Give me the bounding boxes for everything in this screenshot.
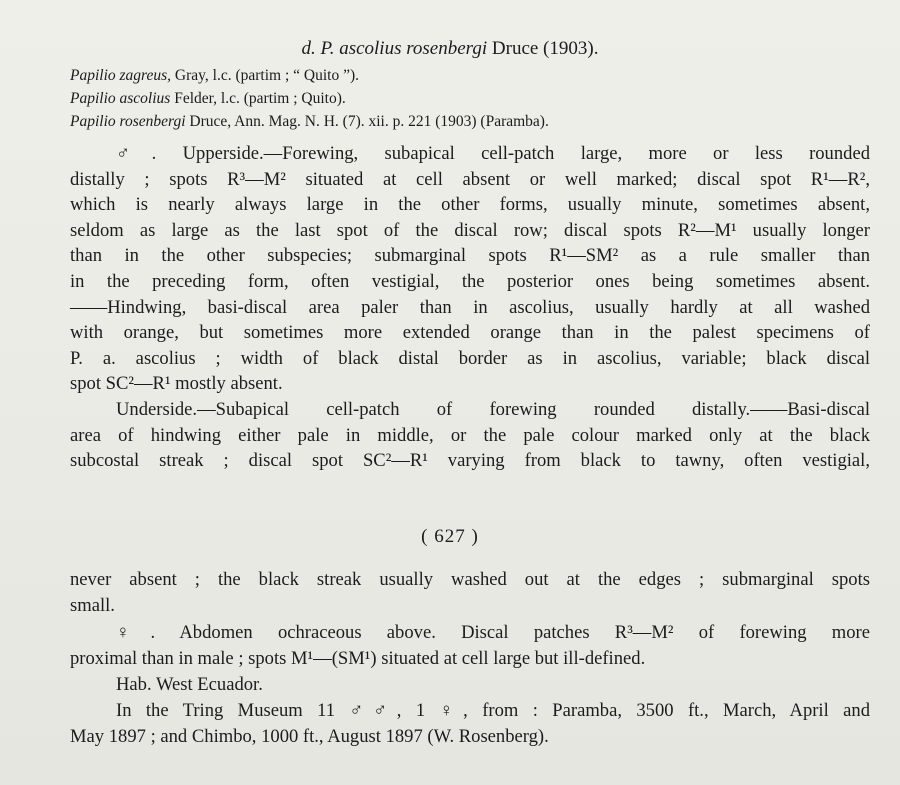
- female-paragraph: [70, 620, 870, 671]
- text-line: never absent ; the black streak usually washed out at the edges ; submarginal spots: [70, 569, 870, 590]
- text-line: proximal than in male ; spots M¹—(SM¹) situated at cell large but ill-defined.: [70, 647, 646, 669]
- page-number: ( 627 ): [421, 526, 479, 547]
- underside-paragraph: [70, 397, 870, 474]
- text-line: subcostal streak ; discal spot SC²—R¹ varying from black to tawny, often vestigial,: [70, 450, 870, 472]
- text-line: which is nearly always large in the other forms, usually minute, sometimes absent,: [70, 194, 870, 216]
- heading-taxon: d. P. ascolius rosenbergi: [301, 38, 488, 59]
- synonym-line: [70, 89, 346, 108]
- synonym-line: [70, 112, 549, 131]
- text-line: ♀. Abdomen ochraceous above. Discal patches R³—M² of forewing more: [116, 622, 870, 643]
- subspecies-heading: [0, 38, 900, 60]
- text-line: Hab. West Ecuador.: [116, 674, 263, 695]
- synonym-ref: Felder, l.c. (partim ; Quito).: [174, 90, 346, 107]
- text-line: ——Hindwing, basi-discal area paler than in ascolius, usually hardly at all washed: [70, 296, 870, 318]
- continuation-paragraph: [70, 567, 870, 618]
- habitat-paragraph: [70, 672, 870, 698]
- text-line: ♂. Upperside.—Forewing, subapical cell-patch large, more or less rounded: [116, 143, 870, 164]
- synonym-name: Papilio ascolius: [70, 90, 171, 107]
- text-line: with orange, but sometimes more extended orange than in the palest specimens of: [70, 322, 870, 344]
- synonym-ref: Gray, l.c. (partim ; “ Quito ”).: [174, 67, 359, 84]
- text-line: P. a. ascolius ; width of black distal border as in ascolius, variable; black discal: [70, 347, 870, 369]
- text-line: Underside.—Subapical cell-patch of forewing rounded distally.——Basi-discal: [116, 399, 870, 420]
- synonym-ref: Druce, Ann. Mag. N. H. (7). xii. p. 221 (1903) (Paramba).: [189, 113, 549, 130]
- text-line: May 1897 ; and Chimbo, 1000 ft., August 1897 (W. Rosenberg).: [70, 725, 549, 747]
- heading-author: Druce (1903).: [491, 38, 599, 59]
- material-paragraph: [70, 698, 870, 749]
- text-line: In the Tring Museum 11 ♂♂, 1 ♀, from : Paramba, 3500 ft., March, April and: [116, 700, 870, 721]
- synonym-line: [70, 66, 359, 85]
- synonym-name: Papilio rosenbergi: [70, 113, 186, 130]
- synonym-name: Papilio zagreus,: [70, 67, 172, 84]
- text-line: in the preceding form, often vestigial, the posterior ones being sometimes absent.: [70, 270, 870, 292]
- text-line: seldom as large as the last spot of the discal row; discal spots R²—M¹ usually longer: [70, 219, 870, 241]
- text-line: distally ; spots R³—M² situated at cell absent or well marked; discal spot R¹—R²,: [70, 168, 870, 190]
- text-line: spot SC²—R¹ mostly absent.: [70, 373, 283, 395]
- upperside-paragraph: [70, 141, 870, 397]
- text-line: than in the other subspecies; submarginal spots R¹—SM² as a rule smaller than: [70, 245, 870, 267]
- text-line: area of hindwing either pale in middle, or the pale colour marked only at the black: [70, 424, 870, 446]
- text-line: small.: [70, 594, 115, 616]
